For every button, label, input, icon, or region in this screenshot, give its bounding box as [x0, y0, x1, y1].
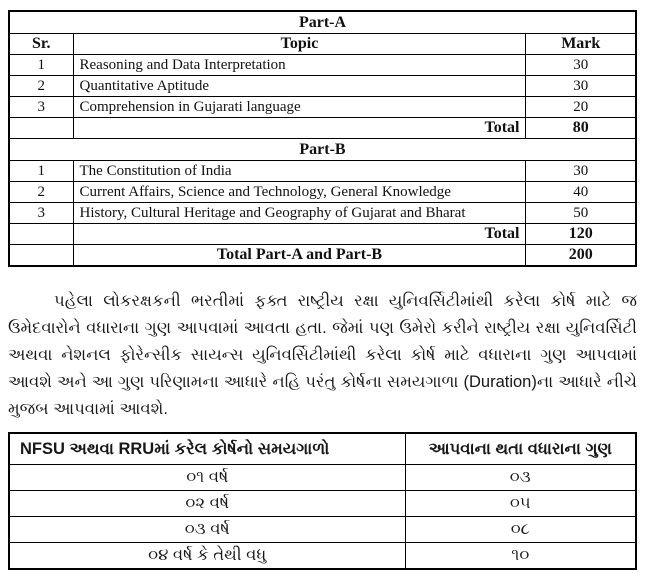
grand-total-value: 200	[526, 245, 636, 267]
table-row	[9, 161, 636, 182]
bonus-column-header: આપવાના થતા વધારાના ગુણ	[405, 433, 636, 465]
part-a-total-row	[9, 118, 636, 139]
row-mark: 30	[526, 76, 636, 97]
row-mark: 40	[526, 182, 636, 203]
row-mark: 20	[526, 97, 636, 118]
empty-cell	[9, 224, 73, 245]
part-b-header-row	[9, 139, 636, 161]
row-sr: 3	[9, 203, 73, 224]
column-header-topic: Topic	[73, 34, 526, 55]
row-sr: 3	[9, 97, 73, 118]
part-a-title: Part-A	[9, 11, 636, 34]
row-mark: 30	[526, 55, 636, 76]
part-b-title: Part-B	[9, 139, 636, 161]
bonus-cell: ૧૦	[405, 543, 636, 570]
row-topic: The Constitution of India	[73, 161, 526, 182]
column-header-row	[9, 34, 636, 55]
part-b-total-label: Total	[73, 224, 526, 245]
row-topic: Current Affairs, Science and Technology, General Knowledge	[73, 182, 526, 203]
grand-total-label: Total Part-A and Part-B	[73, 245, 526, 267]
row-topic: Quantitative Aptitude	[73, 76, 526, 97]
duration-table	[8, 432, 637, 570]
part-a-total-value: 80	[526, 118, 636, 139]
table-row	[9, 517, 636, 543]
duration-cell: ૦૩ વર્ષ	[9, 517, 405, 543]
table-row	[9, 97, 636, 118]
column-header-mark: Mark	[526, 34, 636, 55]
bonus-cell: ૦૮	[405, 517, 636, 543]
part-a-total-label: Total	[73, 118, 526, 139]
table-row	[9, 465, 636, 491]
duration-cell: ૦૪ વર્ષ કે તેથી વધુ	[9, 543, 405, 570]
empty-cell	[9, 245, 73, 267]
row-mark: 30	[526, 161, 636, 182]
column-header-sr: Sr.	[9, 34, 73, 55]
row-sr: 2	[9, 182, 73, 203]
part-b-total-row	[9, 224, 636, 245]
table-row	[9, 543, 636, 570]
row-topic: Reasoning and Data Interpretation	[73, 55, 526, 76]
row-sr: 1	[9, 161, 73, 182]
table-row	[9, 203, 636, 224]
duration-cell: ૦૨ વર્ષ	[9, 491, 405, 517]
bonus-cell: ૦૫	[405, 491, 636, 517]
table-row	[9, 76, 636, 97]
table-row	[9, 182, 636, 203]
duration-column-header: NFSU અથવા RRUમાં કરેલ કોર્ષનો સમયગાળો	[9, 433, 405, 465]
duration-cell: ૦૧ વર્ષ	[9, 465, 405, 491]
table-row	[9, 491, 636, 517]
row-topic: Comprehension in Gujarati language	[73, 97, 526, 118]
row-mark: 50	[526, 203, 636, 224]
marks-table	[8, 10, 637, 267]
part-a-header-row	[9, 11, 636, 34]
row-topic: History, Cultural Heritage and Geography of Gujarat and Bharat	[73, 203, 526, 224]
table-row	[9, 55, 636, 76]
body-paragraph: પહેલા લોકરક્ષકની ભરતીમાં ફક્ત રાષ્ટ્રીય રક્ષા યુનિવર્સિટીમાંથી કરેલા કોર્ષ માટે જ ઉમેદવારોને વધારાના ગુણ આપવામાં આવતા હતા. જેમાં પણ ઉમેરો કરીને રાષ્ટ્રીય રક્ષા યુનિવર્સિટી અથવા નેશનલ ફોરેન્સીક સાયન્સ યુનિવર્સિટીમાંથી કરેલા કોર્ષ માટે વધારાના ગુણ આપવામાં આવશે અને આ ગુણ પરિણામના આધારે નહિ પરંતુ કોર્ષના સમયગાળા (Duration)ના આધારે નીચે મુજબ આપવામાં આવશે.	[8, 292, 637, 418]
bonus-cell: ૦૩	[405, 465, 636, 491]
row-sr: 2	[9, 76, 73, 97]
part-b-total-value: 120	[526, 224, 636, 245]
duration-header-row	[9, 433, 636, 465]
empty-cell	[9, 118, 73, 139]
grand-total-row	[9, 245, 636, 267]
row-sr: 1	[9, 55, 73, 76]
